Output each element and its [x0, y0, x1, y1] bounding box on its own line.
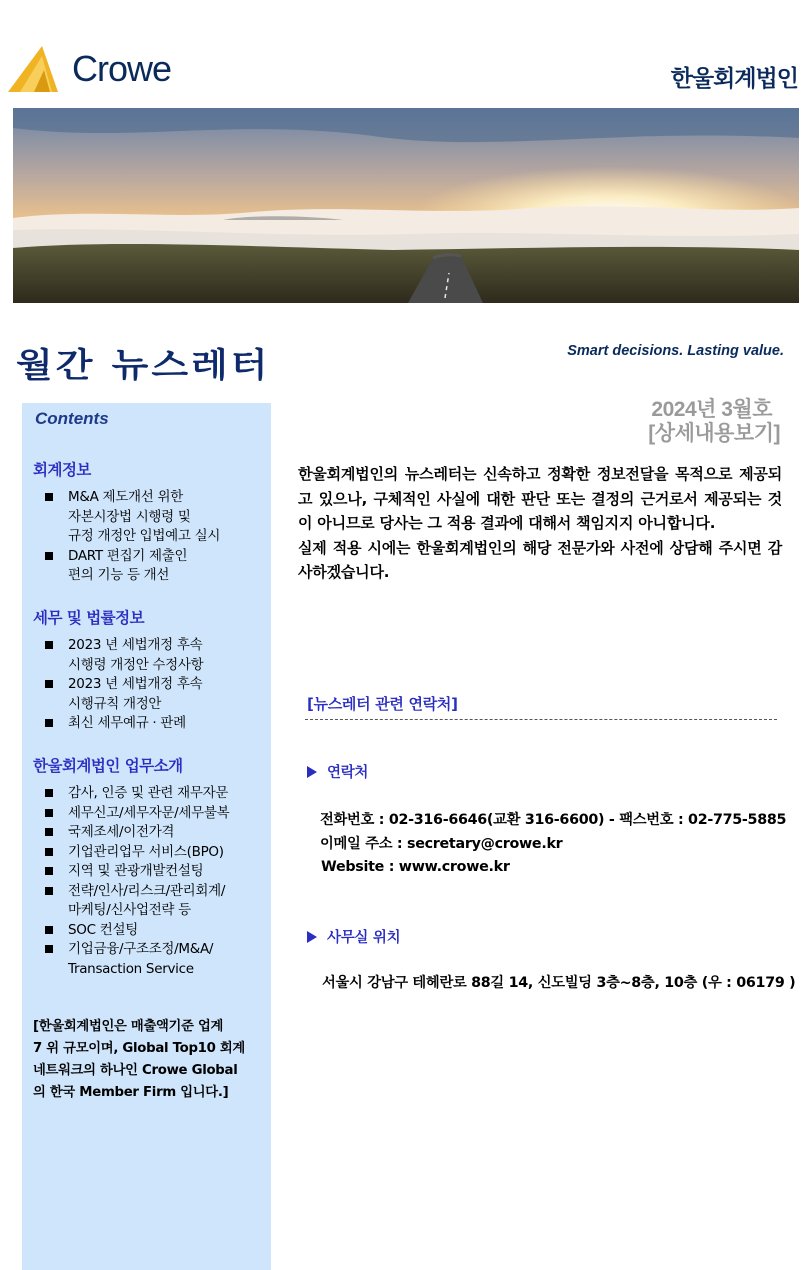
list-item[interactable]: DART 편집기 제출인 편의 기능 등 개선: [44, 547, 264, 586]
section-list-services: [44, 784, 264, 979]
square-bullet-icon: [45, 887, 53, 895]
website-link[interactable]: Website : www.crowe.kr: [321, 859, 510, 875]
square-bullet-icon: [45, 809, 53, 817]
list-item[interactable]: 기업금융/구조조정/M&A/ Transaction Service: [44, 940, 264, 979]
section-title-tax-legal: 세무 및 법률정보: [33, 609, 145, 627]
section-title-accounting: 회계정보: [33, 461, 91, 479]
square-bullet-icon: [45, 789, 53, 797]
contents-title: Contents: [35, 409, 109, 428]
contact-section-heading: [뉴스레터 관련 연락처]: [307, 695, 458, 713]
list-item[interactable]: 감사, 인증 및 관련 재무자문: [44, 784, 264, 804]
list-item[interactable]: 기업관리업무 서비스(BPO): [44, 843, 264, 863]
office-address: 서울시 강남구 테헤란로 88길 14, 신도빌딩 3층~8층, 10층 (우 : 06179 ): [322, 975, 796, 991]
tagline: Smart decisions. Lasting value.: [567, 343, 784, 359]
issue-date: 2024년 3월호: [651, 398, 772, 421]
list-item[interactable]: M&A 제도개선 위한 자본시장법 시행령 및 규정 개정안 입법예고 실시: [44, 488, 264, 547]
square-bullet-icon: [45, 680, 53, 688]
triangle-right-icon: [307, 766, 317, 778]
list-item[interactable]: 2023 년 세법개정 후속 시행규칙 개정안: [44, 675, 264, 714]
view-details-link[interactable]: [상세내용보기]: [648, 422, 780, 445]
square-bullet-icon: [45, 493, 53, 501]
section-list-accounting: [44, 488, 264, 586]
firm-name: 한울회계법인: [670, 66, 798, 92]
square-bullet-icon: [45, 926, 53, 934]
square-bullet-icon: [45, 641, 53, 649]
dashed-divider: [305, 719, 777, 720]
disclaimer-paragraph: 한울회계법인의 뉴스레터는 신속하고 정확한 정보전달을 목적으로 제공되고 있으나, 구체적인 사실에 대한 판단 또는 결정의 근거로서 제공되는 것이 아니므로 당사는 그 적용 결과에 대해서 책임지지 아니합니다.: [298, 465, 782, 532]
logo-wordmark: Crowe: [72, 48, 172, 89]
office-subheading: 사무실 위치: [307, 926, 400, 947]
list-item[interactable]: 최신 세무예규 · 판례: [44, 714, 264, 734]
square-bullet-icon: [45, 719, 53, 727]
triangle-right-icon: [307, 931, 317, 943]
list-item[interactable]: 전략/인사/리스크/관리회계/ 마케팅/신사업전략 등: [44, 882, 264, 921]
firm-ranking-note: [한울회계법인은 매출액기준 업계 7 위 규모이며, Global Top10 회계 네트워크의 하나인 Crowe Global 의 한국 Member Firm 입니다.]: [33, 1019, 245, 1100]
square-bullet-icon: [45, 867, 53, 875]
list-item[interactable]: 세무신고/세무자문/세무불복: [44, 804, 264, 824]
phone-fax-info: 전화번호 : 02-316-6646(교환 316-6600) - 팩스번호 : 02-775-5885: [320, 812, 787, 828]
email-address[interactable]: 이메일 주소 : secretary@crowe.kr: [320, 836, 563, 852]
square-bullet-icon: [45, 945, 53, 953]
contact-subheading: 연락처: [307, 761, 368, 782]
square-bullet-icon: [45, 848, 53, 856]
square-bullet-icon: [45, 552, 53, 560]
disclaimer-text: [298, 462, 782, 585]
section-title-services: 한울회계법인 업무소개: [33, 757, 183, 775]
crowe-logo-icon: [8, 44, 72, 96]
section-list-tax-legal: [44, 636, 264, 734]
contents-sidebar: [22, 403, 271, 1270]
square-bullet-icon: [45, 828, 53, 836]
list-item[interactable]: 지역 및 관광개발컨설팅: [44, 862, 264, 882]
list-item[interactable]: SOC 컨설팅: [44, 921, 264, 941]
list-item[interactable]: 2023 년 세법개정 후속 시행령 개정안 수정사항: [44, 636, 264, 675]
newsletter-title: 월간 뉴스레터: [16, 345, 271, 385]
disclaimer-paragraph: 실제 적용 시에는 한울회계법인의 해당 전문가와 사전에 상담해 주시면 감사하겠습니다.: [298, 538, 782, 581]
banner-image: [13, 108, 799, 303]
list-item[interactable]: 국제조세/이전가격: [44, 823, 264, 843]
